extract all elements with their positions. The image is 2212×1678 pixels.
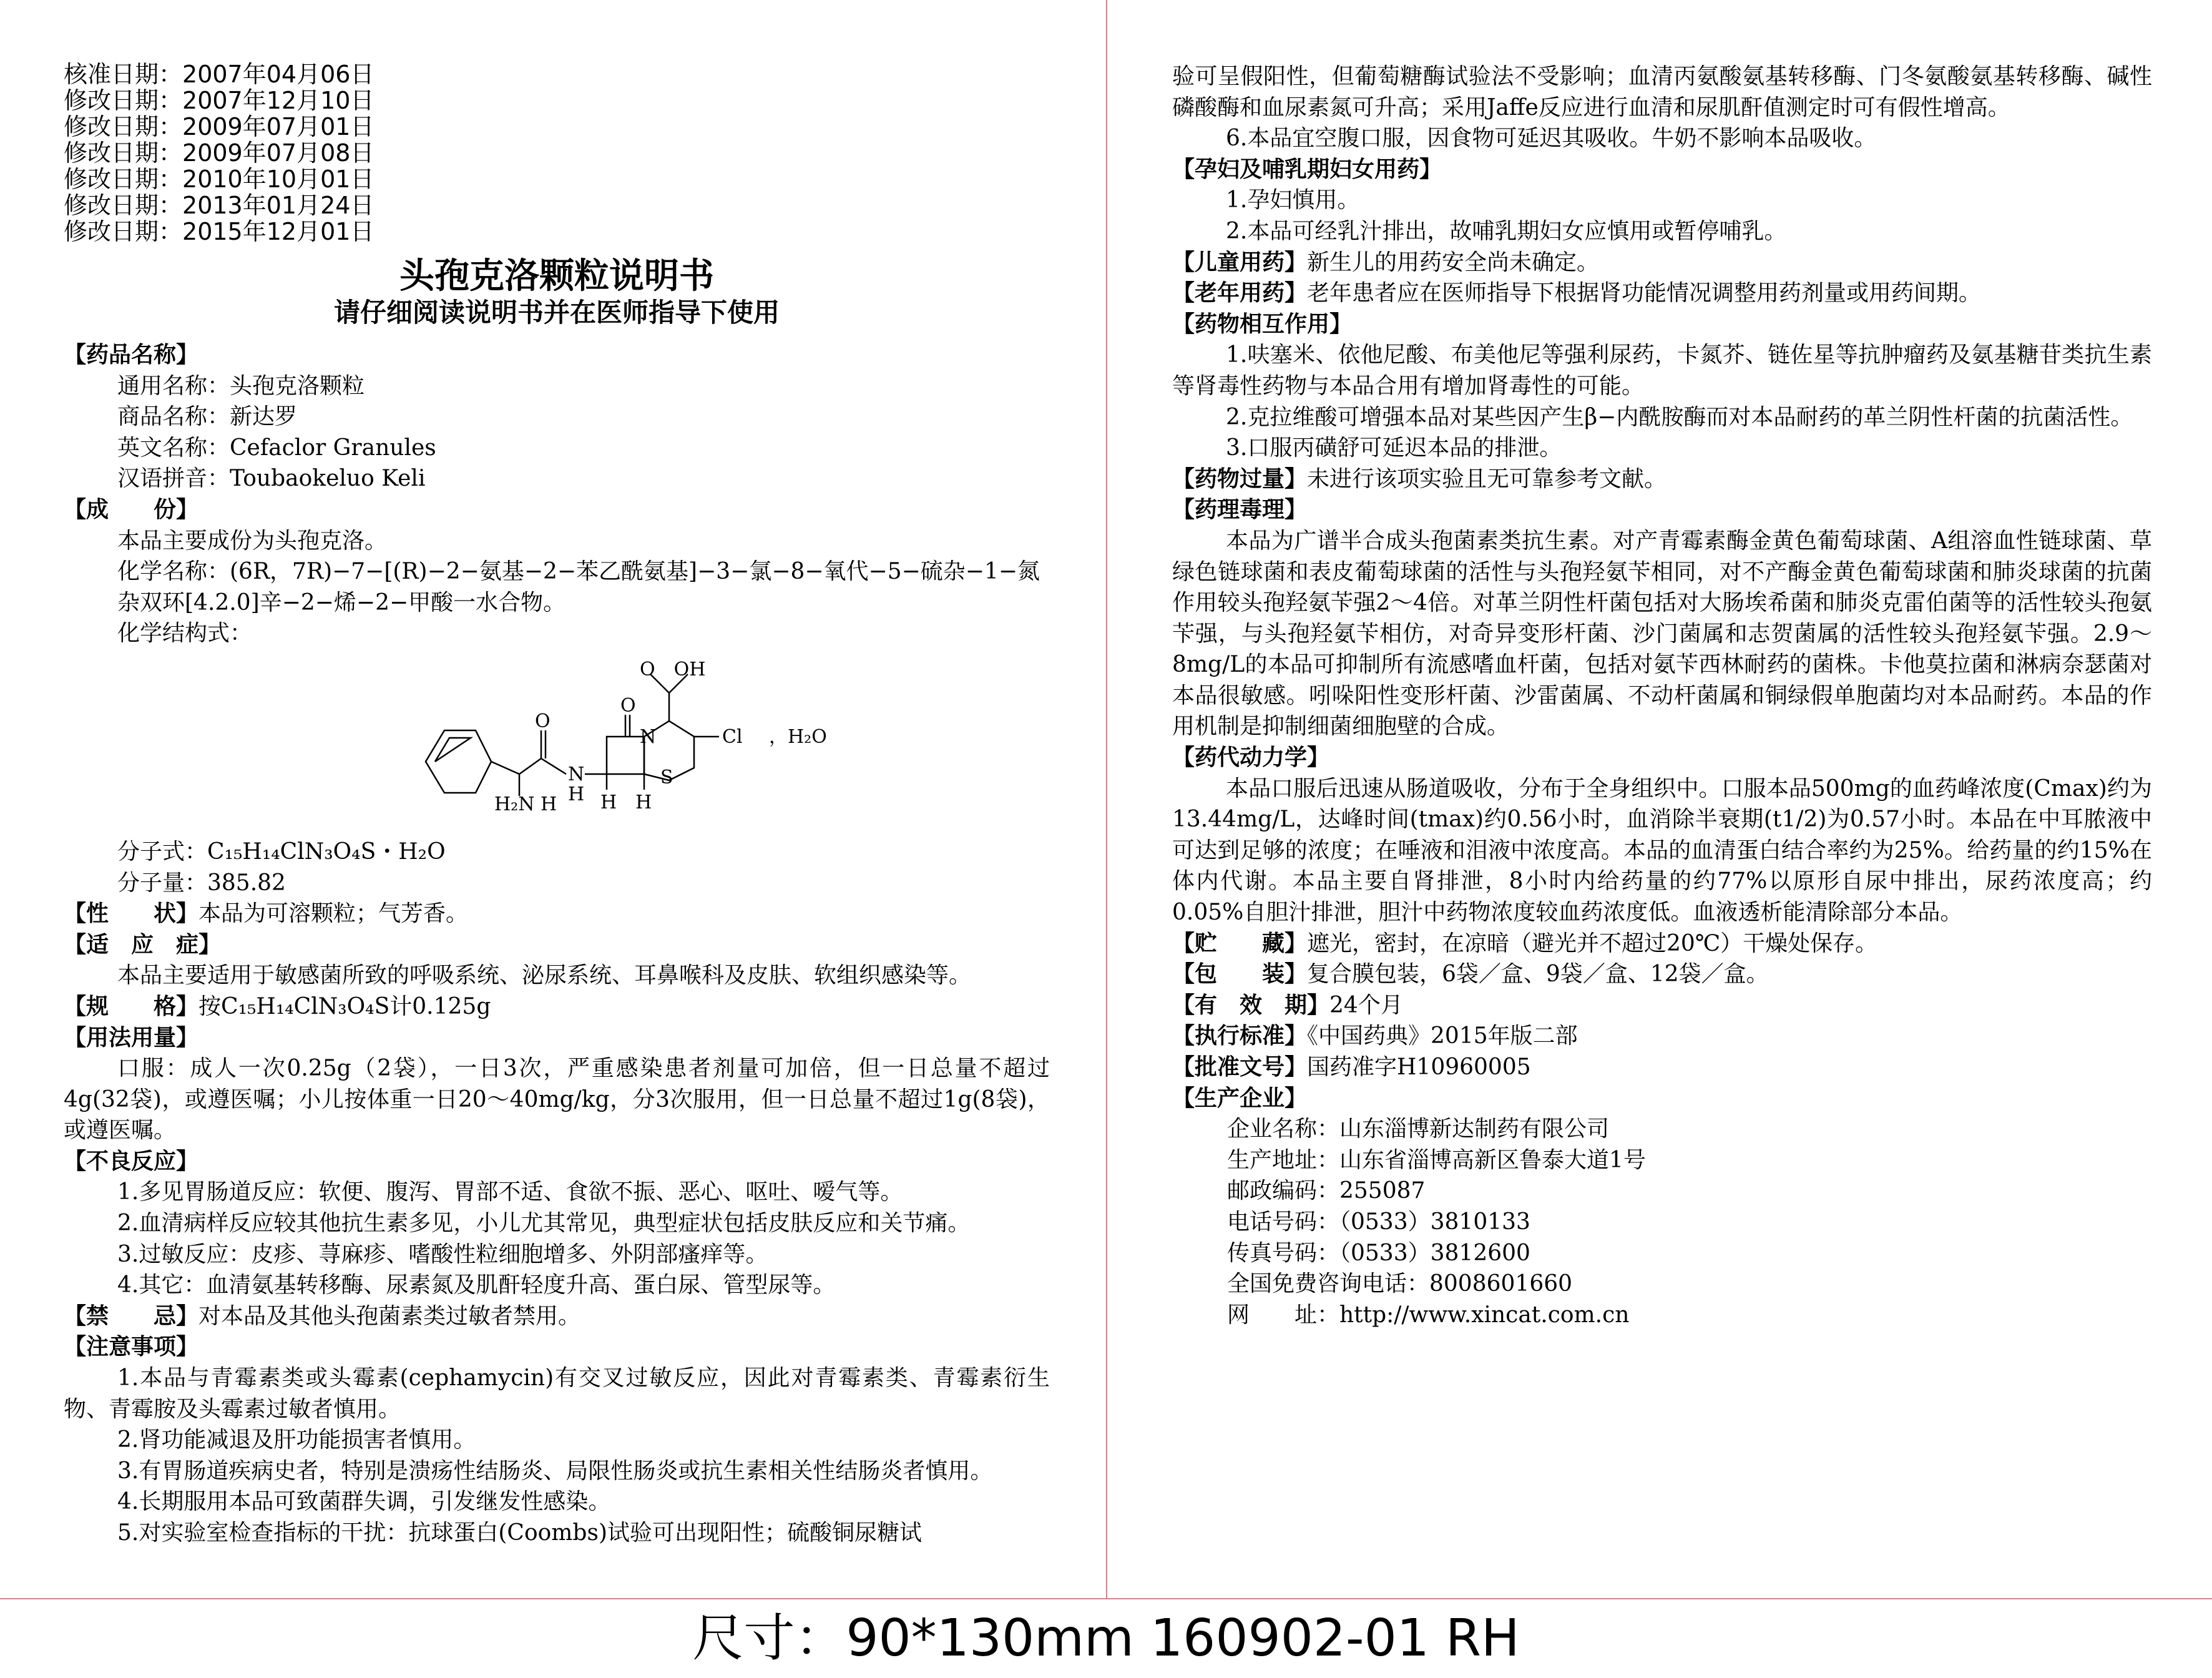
- struct-h: H: [568, 783, 585, 805]
- structure-label: 化学结构式：: [117, 621, 253, 647]
- precaution-item: 4.长期服用本品可致菌群失调，引发继发性感染。: [117, 1489, 611, 1515]
- fold-line: [1106, 0, 1107, 1598]
- adverse-item: 3.过敏反应：皮疹、荨麻疹、嗜酸性粒细胞增多、外阴部瘙痒等。: [117, 1241, 768, 1267]
- adverse-item: 1.多见胃肠道反应：软便、腹泻、胃部不适、食欲不振、恶心、呕吐、嗳气等。: [117, 1179, 903, 1205]
- validity-line: 【有 效 期】24个月: [1172, 992, 1403, 1018]
- manufacturer-name: 企业名称：山东淄博新达制药有限公司: [1227, 1116, 1610, 1142]
- package-line: 【包 装】复合膜包装，6袋／盒、9袋／盒、12袋／盒。: [1172, 961, 1769, 988]
- adverse-item: 4.其它：血清氨基转移酶、尿素氮及肌酐轻度升高、蛋白尿、管型尿等。: [117, 1272, 836, 1298]
- interaction-item: 3.口服丙磺舒可延迟本品的排泄。: [1226, 435, 1562, 461]
- pinyin-name: 汉语拼音：Toubaokeluo Keli: [117, 466, 426, 492]
- revise-date-line: 修改日期：2013年01月24日: [64, 192, 374, 219]
- geriatric-line: 【老年用药】老年患者应在医师指导下根据肾功能情况调整用药剂量或用药间期。: [1172, 280, 1982, 307]
- contraindications-line: 【禁 忌】对本品及其他头孢菌素类过敏者禁用。: [64, 1303, 581, 1329]
- adverse-item: 2.血清病样反应较其他抗生素多见，小儿尤其常见，典型症状包括皮肤反应和关节痛。: [117, 1210, 971, 1237]
- section-header-manufacturer: 【生产企业】: [1172, 1085, 1308, 1111]
- english-name: 英文名称：Cefaclor Granules: [117, 434, 436, 461]
- struct-s: S: [660, 766, 673, 788]
- right-column: [1172, 0, 2152, 1330]
- benzene-inner: [435, 738, 471, 762]
- section-header-composition: 【成 份】: [64, 496, 199, 523]
- precaution-item: 1.本品与青霉素类或头霉素(cephamycin)有交叉过敏反应，因此对青霉素类、青霉素衍生物、青霉胺及头霉素过敏者慎用。: [64, 1365, 1050, 1422]
- document-subtitle: 请仔细阅读说明书并在医师指导下使用: [333, 297, 780, 328]
- approve-date-line: 核准日期：2007年04月06日: [64, 61, 374, 88]
- molecular-weight: 分子量：385.82: [117, 870, 286, 896]
- generic-name: 通用名称：头孢克洛颗粒: [117, 373, 365, 399]
- struct-o-amide: O: [535, 710, 551, 732]
- interaction-item: 1.呋塞米、依他尼酸、布美他尼等强利尿药，卡氮芥、链佐星等抗肿瘤药及氨基糖苷类抗生素等肾毒性药物与本品合用有增加肾毒性的可能。: [1172, 342, 2152, 399]
- pregnancy-item: 1.孕妇慎用。: [1226, 187, 1360, 213]
- struct-nh: N: [568, 763, 585, 785]
- struct-hh: H H: [600, 791, 652, 813]
- pregnancy-item: 2.本品可经乳汁排出，故哺乳期妇女应慎用或暂停哺乳。: [1226, 218, 1787, 244]
- revise-date-line: 修改日期：2009年07月01日: [64, 113, 374, 140]
- section-header-indications: 【适 应 症】: [64, 931, 222, 958]
- precaution-item: 3.有胃肠道疾病史者，特别是溃疡性结肠炎、局限性肠炎或抗生素相关性结肠炎者慎用。: [117, 1458, 993, 1484]
- struct-cl: Cl: [722, 725, 743, 748]
- overdose-line: 【药物过量】未进行该项实验且无可靠参考文献。: [1172, 466, 1667, 492]
- pharmacokinetics-text: 本品口服后迅速从肠道吸收，分布于全身组织中。口服本品500mg的血药峰浓度(Cmax)约为13.44mg/L，达峰时间(tmax)约0.56小时，血消除半衰期(t1/2)为0.57小时。本品在中耳脓液中可达到足够的浓度；在唾液和泪液中浓度高。本品的血清蛋白结合率约为25%。给药量的约15%在体内代谢。本品主要自肾排泄，8小时内给药量的约77%以原形自尿中排出，尿药浓度高；约0.05%自胆汁排泄，胆汁中药物浓度较血药浓度低。血液透析能清除部分本品。: [1172, 775, 2152, 926]
- description-line: 【性 状】本品为可溶颗粒；气芳香。: [64, 901, 469, 927]
- approval-number-line: 【批准文号】国药准字H10960005: [1172, 1054, 1531, 1080]
- revise-date-line: 修改日期：2007年12月10日: [64, 87, 374, 114]
- manufacturer-postcode: 邮政编码：255087: [1227, 1178, 1426, 1204]
- manufacturer-website: 网 址：http://www.xincat.com.cn: [1227, 1302, 1630, 1328]
- chemical-name: 化学名称：(6R，7R)−7−[(R)−2−氨基−2−苯乙酰氨基]−3−氯−8−氧代−5−硫杂−1−氮杂双环[4.2.0]辛−2−烯−2−甲酸一水合物。: [117, 559, 1040, 616]
- interaction-item: 2.克拉维酸可增强本品对某些因产生β−内酰胺酶而对本品耐药的革兰阴性杆菌的抗菌活性。: [1226, 404, 2133, 430]
- section-header-adverse: 【不良反应】: [64, 1148, 199, 1174]
- struct-oh: O OH: [640, 658, 706, 680]
- pharmacology-text: 本品为广谱半合成头孢菌素类抗生素。对产青霉素酶金黄色葡萄球菌、A组溶血性链球菌、草绿色链球菌和表皮葡萄球菌的活性与头孢羟氨苄相同，对不产酶金黄色葡萄球菌和肺炎球菌的抗菌作用较头孢羟氨苄强2～4倍。对革兰阴性杆菌包括对大肠埃希菌和肺炎克雷伯菌等的活性较头孢氨苄强，与头孢羟氨苄相仿，对奇异变形杆菌、沙门菌属和志贺菌属的活性较头孢羟氨苄强。2.9～8mg/L的本品可抑制所有流感嗜血杆菌，包括对氨苄西林耐药的菌株。卡他莫拉菌和淋病奈瑟菌对本品很敏感。吲哚阳性变形杆菌、沙雷菌属、不动杆菌属和铜绿假单胞菌均对本品耐药。本品的作用机制是抑制细菌细胞壁的合成。: [1172, 527, 2152, 740]
- section-header-pharmacokinetics: 【药代动力学】: [1172, 745, 1330, 771]
- precaution-continued: 验可呈假阳性，但葡萄糖酶试验法不受影响；血清丙氨酸氨基转移酶、门冬氨酸氨基转移酶、碱性磷酸酶和血尿素氮可升高；采用Jaffe反应进行血清和尿肌酐值测定时可有假性增高。: [1172, 64, 2152, 120]
- revise-date-line: 修改日期：2009年07月08日: [64, 139, 374, 167]
- chemical-structure: [64, 649, 1050, 837]
- section-header-pregnancy: 【孕妇及哺乳期妇女用药】: [1172, 156, 1442, 182]
- indications-text: 本品主要适用于敏感菌所致的呼吸系统、泌尿系统、耳鼻喉科及皮肤、软组织感染等。: [117, 963, 972, 989]
- trade-name: 商品名称：新达罗: [117, 404, 298, 430]
- manufacturer-address: 生产地址：山东省淄博高新区鲁泰大道1号: [1227, 1147, 1646, 1173]
- structure-diagram: [401, 637, 838, 818]
- document-title: 头孢克洛颗粒说明书: [399, 256, 714, 297]
- specification-line: 【规 格】按C₁₅H₁₄ClN₃O₄S计0.125g: [64, 993, 491, 1019]
- dosage-text: 口服：成人一次0.25g（2袋），一日3次，严重感染患者剂量可加倍，但一日总量不超过4g(32袋)，或遵医嘱；小儿按体重一日20～40mg/kg，分3次服用，但一日总量不超过1g(8袋)，或遵医嘱。: [64, 1056, 1050, 1144]
- section-header-pharmacology: 【药理毒理】: [1172, 497, 1308, 523]
- date-block: [64, 61, 1050, 245]
- revise-date-line: 修改日期：2015年12月01日: [64, 218, 374, 245]
- main-ingredient: 本品主要成份为头孢克洛。: [117, 527, 388, 554]
- struct-n: N: [640, 725, 657, 748]
- section-header-dosage: 【用法用量】: [64, 1024, 199, 1051]
- pediatric-line: 【儿童用药】新生儿的用药安全尚未确定。: [1172, 249, 1600, 275]
- manufacturer-hotline: 全国免费咨询电话：8008601660: [1227, 1271, 1573, 1297]
- section-header-drug-name: 【药品名称】: [64, 342, 199, 368]
- molecular-formula: 分子式：C₁₅H₁₄ClN₃O₄S・H₂O: [117, 838, 446, 865]
- left-column: [64, 0, 1050, 1549]
- storage-line: 【贮 藏】遮光，密封，在凉暗（避光并不超过20℃）干燥处保存。: [1172, 930, 1878, 956]
- section-header-precautions: 【注意事项】: [64, 1334, 199, 1360]
- size-footer: 尺寸：90*130mm 160902-01 RH: [692, 1609, 1520, 1668]
- struct-o: O: [620, 694, 636, 717]
- revise-date-line: 修改日期：2010年10月01日: [64, 165, 374, 193]
- standard-line: 【执行标准】《中国药典》2015年版二部: [1172, 1023, 1578, 1049]
- struct-h2n: H₂N H: [494, 793, 557, 815]
- section-header-interactions: 【药物相互作用】: [1172, 311, 1353, 337]
- manufacturer-fax: 传真号码：（0533）3812600: [1227, 1240, 1530, 1266]
- precaution-item: 6.本品宜空腹口服，因食物可延迟其吸收。牛奶不影响本品吸收。: [1226, 125, 1877, 152]
- precaution-item: 2.肾功能减退及肝功能损害者慎用。: [117, 1427, 476, 1453]
- precaution-item: 5.对实验室检查指标的干扰：抗球蛋白(Coombs)试验可出现阳性；硫酸铜尿糖试: [117, 1520, 922, 1546]
- struct-h2o: ，H₂O: [769, 725, 827, 748]
- manufacturer-phone: 电话号码：（0533）3810133: [1227, 1209, 1530, 1235]
